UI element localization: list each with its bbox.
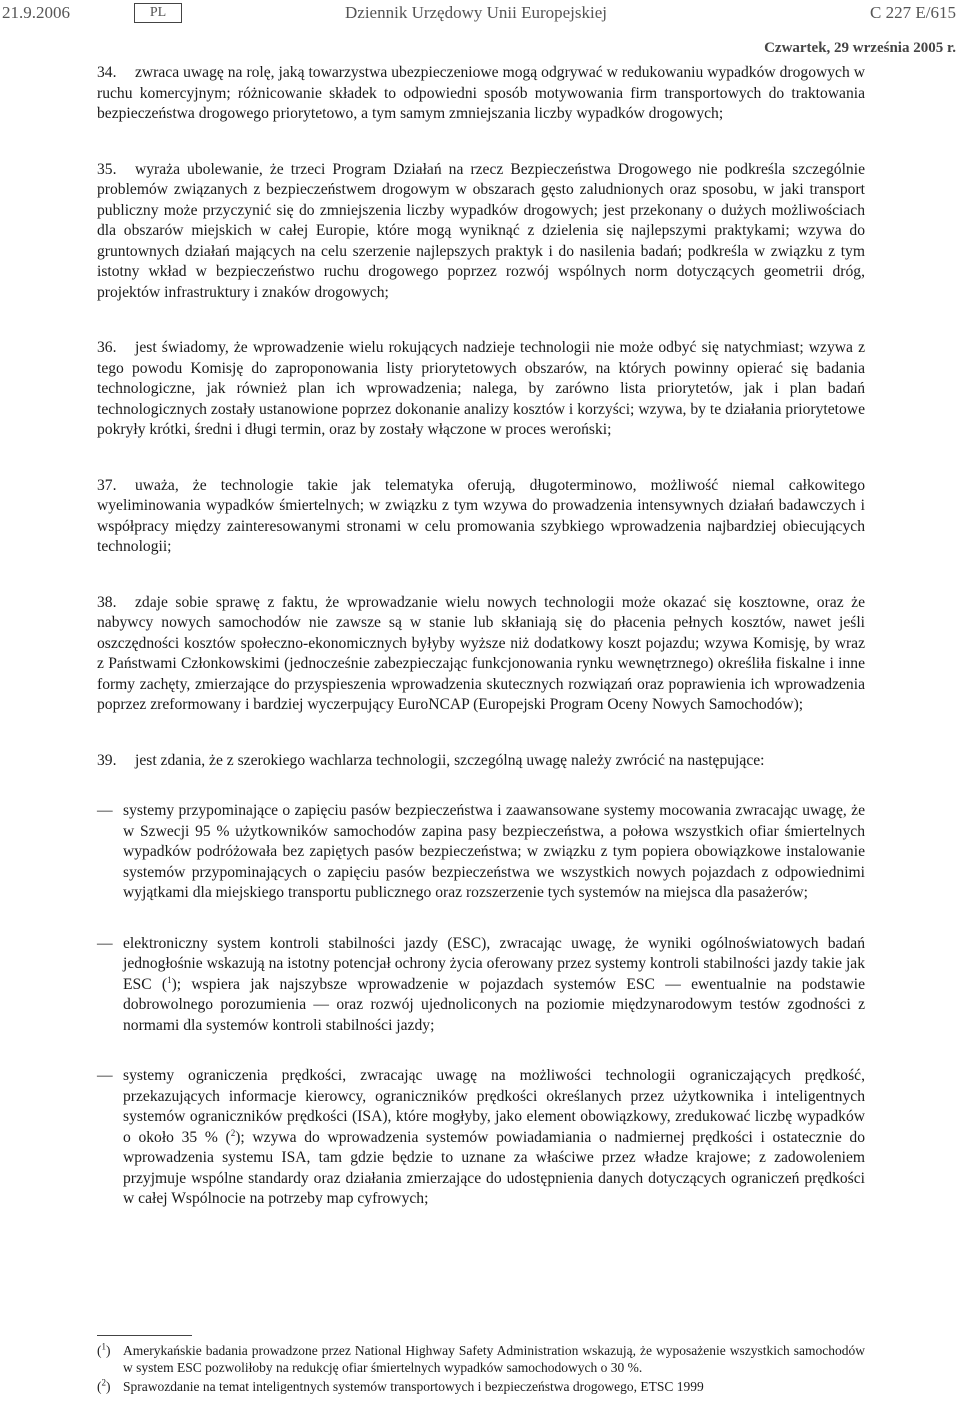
paragraph-number: 37. <box>97 476 117 494</box>
paragraph-number: 38. <box>97 593 117 611</box>
list-item-speed-limitation <box>97 1066 865 1210</box>
paragraph-number: 34. <box>97 64 117 81</box>
paragraph-36 <box>97 338 865 441</box>
journal-reference: C 227 E/615 <box>870 3 956 22</box>
paragraph-35 <box>97 160 865 304</box>
paragraph-37 <box>97 476 865 558</box>
paragraph-text: zdaje sobie sprawę z faktu, że wprowadzanie wielu nowych technologii może okazać się kosztowne, oraz że nabywcy nowych samochodów nie zawsze są w stanie lub skłaniają się do płacenia pełnych kosztów, nawet jeśli oszczędności kosztów społeczno-ekonomicznych byłyby wyższe niż dodatkowy koszt pojazdu; wzywa Komisję, by wraz z Państwami Członkowskimi (jednocześnie zabezpieczając funkcjonowania rynku wewnętrznego) określiła fiskalne i inne formy zachęty, zmierzające do przyspieszenia wprowadzenia skutecznych rozwiązań oraz poprawienia ich wprowadzenia poprzez zreformowany i bardziej wyczerpujący EuroNCAP (Europejski Program Oceny Nowych Samochodów); <box>97 593 865 713</box>
footnote-marker: ($^1$) <box>97 1341 111 1358</box>
session-date: Czwartek, 29 września 2005 r. <box>764 40 956 56</box>
paragraph-text: zwraca uwagę na rolę, jaką towarzystwa ubezpieczeniowe mogą odgrywać w redukowaniu wypadków drogowych w ruchu komercyjnym; różnicowanie składek to odpowiedni sposób motywowania firm transportowych do traktowania bezpieczeństwa drogowego priorytetowo, a tym samym zmniejszania liczby wypadków drogowych; <box>97 64 865 122</box>
paragraph-text: jest zdania, że z szerokiego wachlarza technologii, szczególną uwagę należy zwrócić na następujące: <box>135 751 765 769</box>
list-item-seatbelt-reminders <box>97 801 865 904</box>
footnote-reference: 1 <box>167 974 172 985</box>
paragraph-text: uważa, że technologie takie jak telematyka oferują, długoterminowo, możliwość niemal całkowitego wyeliminowania wypadków śmiertelnych; w związku z tym wzywa do prowadzenia intensywnych działań badawczych i współpracy między zainteresowanymi stronami w celu promowania szybkiego wprowadzenia najbardziej obiecujących technologii; <box>97 476 865 555</box>
footnote-1 <box>97 1342 865 1376</box>
list-dash: — <box>97 1067 113 1084</box>
list-item-text: elektroniczny system kontroli stabilności jazdy (ESC), zwracając uwagę, że wyniki ogólnoświatowych badań jednogłośnie wskazują na istotny potencjał ochrony życia oferowany przez systemy kontroli stabilności jazdy takie jak ESC ( <box>123 934 865 993</box>
paragraph-39 <box>97 751 865 772</box>
footnote-2 <box>97 1378 865 1395</box>
list-item-text-continued: ); wzywa do wprowadzenia systemów powiadamiania o nadmiernej prędkości i ostatecznie do wprowadzenia systemu ISA, tam gdzie będzie to uznane za właściwe przez władze krajowe; z zadowoleniem przyjmuje wspólne standardy oraz działania zmierzające do udostępnienia danych dotyczących ograniczeń prędkości w całej Wspólnocie na potrzeby map cyfrowych; <box>123 1128 865 1207</box>
footnote-text: Sprawozdanie na temat inteligentnych systemów transportowych i bezpieczeństwa drogowego, ETSC 1999 <box>123 1379 704 1394</box>
list-item-text: systemy ograniczenia prędkości, zwracając uwagę na możliwości technologii ograniczających prędkość, przekazujących informacje kierowcy, ograniczników prędkości określanych przez użytkownika i inteligentnych systemów ograniczników prędkości (ISA), które mogłyby, jako element obowiązkowy, zredukować liczbę wypadków o około 35 % ( <box>123 1067 865 1146</box>
list-item-text: systemy przypominające o zapięciu pasów bezpieczeństwa i zaawansowane systemy mocowania zwracając uwagę, że w Szwecji 95 % użytkowników samochodów zapina pasy bezpieczeństwa, a połowa wszystkich ofiar śmiertelnych wypadków podróżowała bez zapiętych pasów bezpieczeństwa; w związku z tym popiera obowiązkowe instalowanie systemów przypominających o zapięciu pasów bezpieczeństwa we wszystkich nowych pojazdach z odpowiednimi wyjątkami dla miejskiego transportu publicznego oraz rozszerzenie tych systemów na miejsca dla pasażerów; <box>123 802 865 901</box>
publication-date: 21.9.2006 <box>2 3 70 22</box>
footnote-reference: 2 <box>230 1127 236 1138</box>
footnote-marker: ($^2$) <box>97 1377 111 1394</box>
paragraph-number: 35. <box>97 160 117 178</box>
footnote-separator <box>97 1335 192 1336</box>
page-header <box>0 3 960 27</box>
paragraph-text: jest świadomy, że wprowadzenie wielu rokujących nadzieje technologii nie może odbyć się natychmiast; wzywa z tego powodu Komisję do zaproponowania listy priorytetowych obszarów, na których powinny opierać się badania technologiczne, jak również plan ich wprowadzenia; nalega, by zarówno lista priorytetów, jak i plan badań technologicznych zostały ustanowione poprzez dokonanie analizy kosztów i korzyści; wzywa, by te działania priorytetowe pokryły krótki, średni i długi termin, oraz by zostały włączone w proces weroński; <box>97 339 865 438</box>
paragraph-38 <box>97 593 865 716</box>
list-item-esc <box>97 934 865 1037</box>
paragraph-34 <box>97 63 865 125</box>
footnotes <box>97 1342 865 1397</box>
list-dash: — <box>97 934 113 952</box>
paragraph-text: wyraża ubolewanie, że trzeci Program Działań na rzecz Bezpieczeństwa Drogowego nie podkreśla szczególnie problemów związanych z bezpieczeństwem drogowym w obszarach gęsto zaludnionych oraz sposobu, w jaki transport publiczny może przyczynić się do zmniejszenia liczby wypadków drogowych; jest przekonany o dużych możliwościach dla obszarów miejskich w całej Europie, które mogą wyniknąć z dzielenia się najlepszymi praktykami; wzywa do gruntownych działań mających na celu szerzenie najlepszych praktyk i do nasilenia badań; podkreśla w związku z tym istotny wkład w bezpieczeństwo ruchu drogowego poprzez rozwój wspólnych norm dotyczących geometrii dróg, projektów infrastruktury i znaków drogowych; <box>97 160 865 301</box>
footnote-text: Amerykańskie badania prowadzone przez National Highway Safety Administration wskazują, że wyposażenie wszystkich samochodów w system ESC pozwoliłoby na redukcję ofiar śmiertelnych wypadków samochodowych o 30 %. <box>123 1343 865 1375</box>
paragraph-number: 39. <box>97 751 117 769</box>
language-badge: PL <box>134 3 182 23</box>
journal-title: Dziennik Urzędowy Unii Europejskiej <box>345 3 608 22</box>
document-body <box>97 63 865 1210</box>
list-item-text-continued: ); wspiera jak najszybsze wprowadzenie w pojazdach systemów ESC — ewentualnie na podstawie dobrowolnego porozumienia — oraz rozwój ujednoliconych na poziomie międzynarodowym testów zgodności z normami dla systemów kontroli stabilności jazdy; <box>123 975 865 1034</box>
paragraph-number: 36. <box>97 339 117 356</box>
list-dash: — <box>97 802 113 819</box>
